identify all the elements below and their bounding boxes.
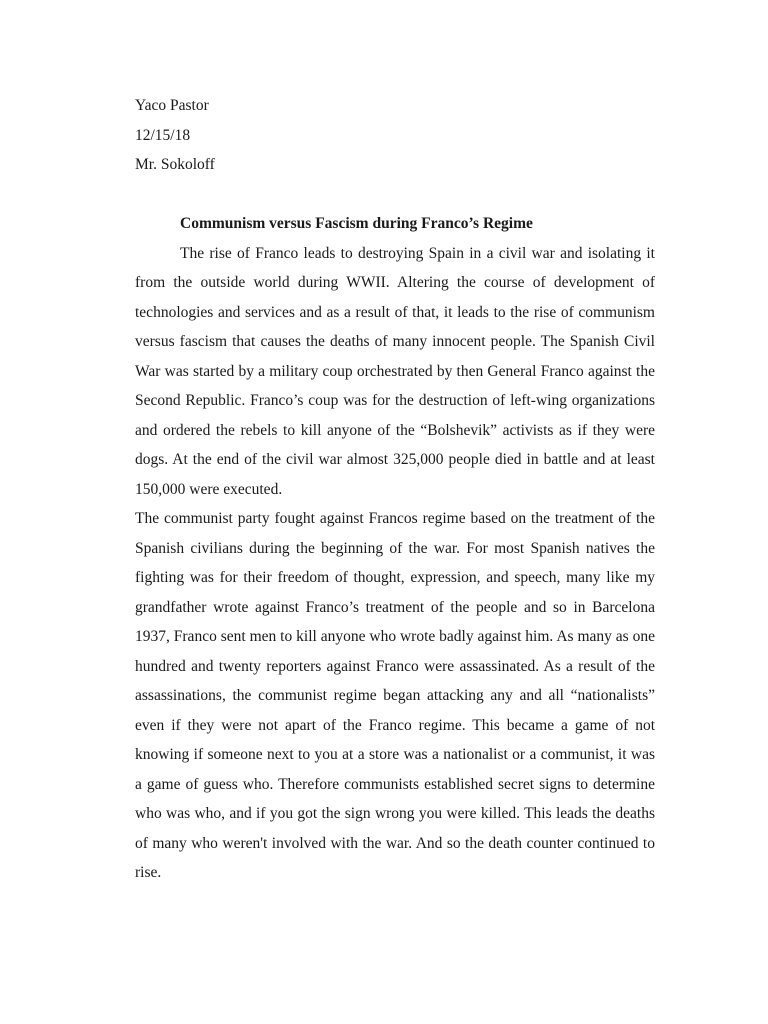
document-date: 12/15/18 [135,126,191,144]
teacher-name: Mr. Sokoloff [135,156,215,173]
document-title: Communism versus Fascism during Franco’s Regime [180,215,533,232]
paragraph-1: The rise of Franco leads to destroying Spain in a civil war and isolating it from the outside world during WWII. Altering the course of development of technologies and services and as a result of that, it leads to the rise of communism versus fascism that causes the deaths of many innocent people. The Spanish Civil War was started by a military coup orchestrated by then General Franco against the Second Republic. Franco’s coup was for the destruction of left-wing organizations and ordered the rebels to kill anyone of the “Bolshevik” activists as if they were dogs. At the end of the civil war almost 325,000 people died in battle and at least 150,000 were executed. [135,244,655,498]
paragraph-2: The communist party fought against Francos regime based on the treatment of the Spanish civilians during the beginning of the war. For most Spanish natives the fighting was for their freedom of thought, expression, and speech, many like my grandfather wrote against Franco’s treatment of the people and so in Barcelona 1937, Franco sent men to kill anyone who wrote badly against him. As many as one hundred and twenty reporters against Franco were assassinated. As a result of the assassinations, the communist regime began attacking any and all “nationalists” even if they were not apart of the Franco regime. This became a game of not knowing if someone next to you at a store was a nationalist or a communist, it was a game of guess who. Therefore communists established secret signs to determine who was who, and if you got the sign wrong you were killed. This leads the deaths of many who weren't involved with the war. And so the death counter continued to rise. [135,510,655,881]
blank-line [135,180,655,210]
document-page [135,91,655,888]
author-name: Yaco Pastor [135,97,209,114]
